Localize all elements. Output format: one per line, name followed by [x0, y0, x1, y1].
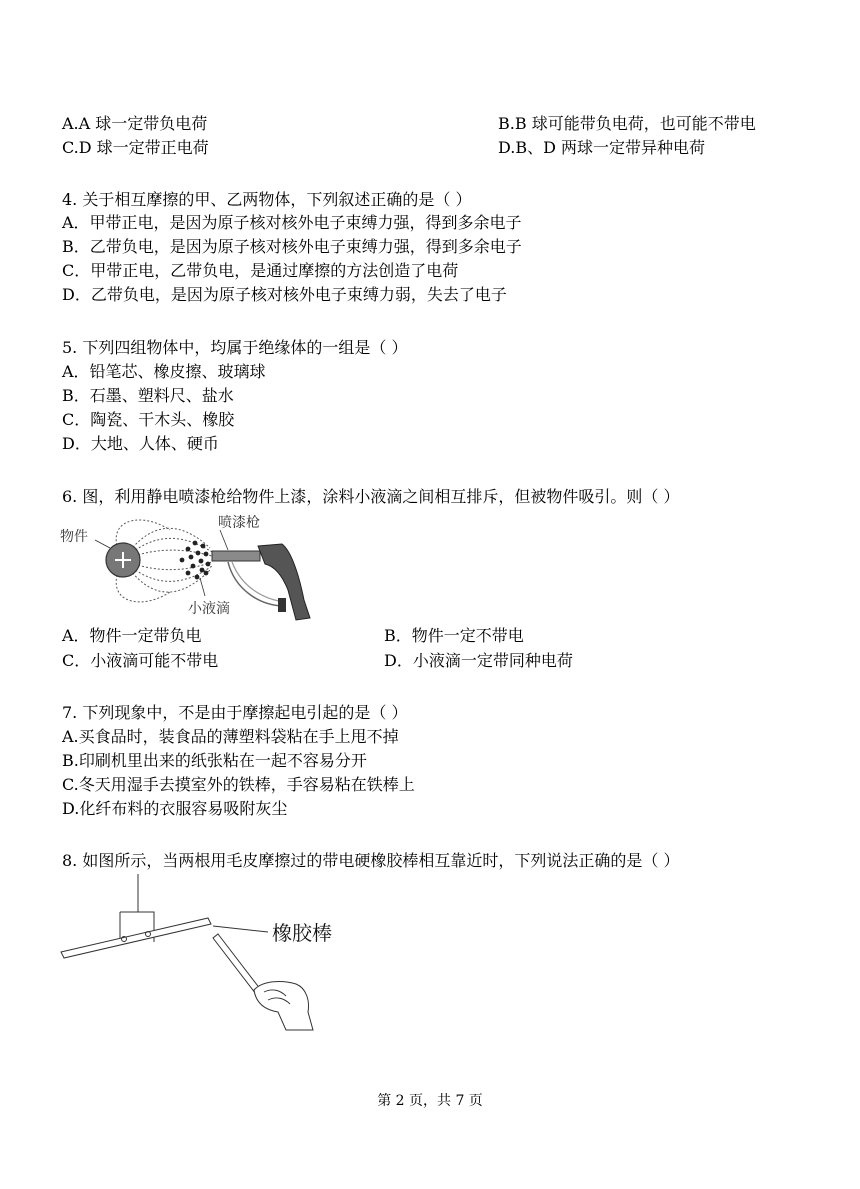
q4-stem: 4. 关于相互摩擦的甲、乙两物体，下列叙述正确的是（ ）	[62, 190, 472, 209]
q6-stem: 6. 图，利用静电喷漆枪给物件上漆，涂料小液滴之间相互排斥，但被物件吸引。则（ ）	[62, 487, 680, 506]
q7-stem: 7. 下列现象中，不是由于摩擦起电引起的是（ ）	[62, 703, 408, 722]
q6-option-c: C．小液滴可能不带电	[62, 651, 219, 670]
q5-option-d: D．大地、人体、硬币	[62, 434, 219, 453]
q6-option-b: B．物件一定不带电	[384, 626, 524, 645]
q7-option-a: A.买食品时，装食品的薄塑料袋粘在手上甩不掉	[62, 727, 399, 746]
rubber-rod-figure	[58, 872, 378, 1032]
q4-option-d: D．乙带负电，是因为原子核对核外电子束缚力弱，失去了电子	[62, 285, 507, 304]
q5-option-c: C．陶瓷、干木头、橡胶	[62, 410, 235, 429]
q7-option-d: D.化纤布料的衣服容易吸附灰尘	[62, 799, 288, 818]
figure-label-gun: 喷漆枪	[218, 515, 260, 531]
q7-option-b: B.印刷机里出来的纸张粘在一起不容易分开	[62, 751, 367, 770]
q3-option-b: B.B 球可能带负电荷，也可能不带电	[498, 114, 756, 133]
figure-label-object: 物件	[60, 529, 88, 545]
q5-stem: 5. 下列四组物体中，均属于绝缘体的一组是（ ）	[62, 338, 408, 357]
q4-option-b: B．乙带负电，是因为原子核对核外电子束缚力强，得到多余电子	[62, 237, 522, 256]
q3-option-a: A.A 球一定带负电荷	[62, 114, 208, 133]
q5-option-a: A．铅笔芯、橡皮擦、玻璃球	[62, 362, 266, 381]
page-footer: 第 2 页，共 7 页	[377, 1093, 483, 1109]
q8-stem: 8. 如图所示，当两根用毛皮摩擦过的带电硬橡胶棒相互靠近时，下列说法正确的是（ ）	[62, 851, 680, 870]
q4-option-c: C．甲带正电，乙带负电，是通过摩擦的方法创造了电荷	[62, 261, 459, 280]
q6-option-d: D．小液滴一定带同种电荷	[384, 651, 573, 670]
figure-label-rubber-rod: 橡胶棒	[272, 921, 332, 945]
q3-option-d: D.B、D 两球一定带异种电荷	[498, 138, 706, 157]
q7-option-c: C.冬天用湿手去摸室外的铁棒，手容易粘在铁棒上	[62, 775, 415, 794]
spray-gun-figure	[60, 510, 320, 625]
q3-option-c: C.D 球一定带正电荷	[62, 138, 209, 157]
q6-option-a: A．物件一定带负电	[62, 626, 202, 645]
figure-label-droplet: 小液滴	[188, 601, 230, 617]
q5-option-b: B．石墨、塑料尺、盐水	[62, 386, 234, 405]
q4-option-a: A．甲带正电，是因为原子核对核外电子束缚力强，得到多余电子	[62, 213, 522, 232]
